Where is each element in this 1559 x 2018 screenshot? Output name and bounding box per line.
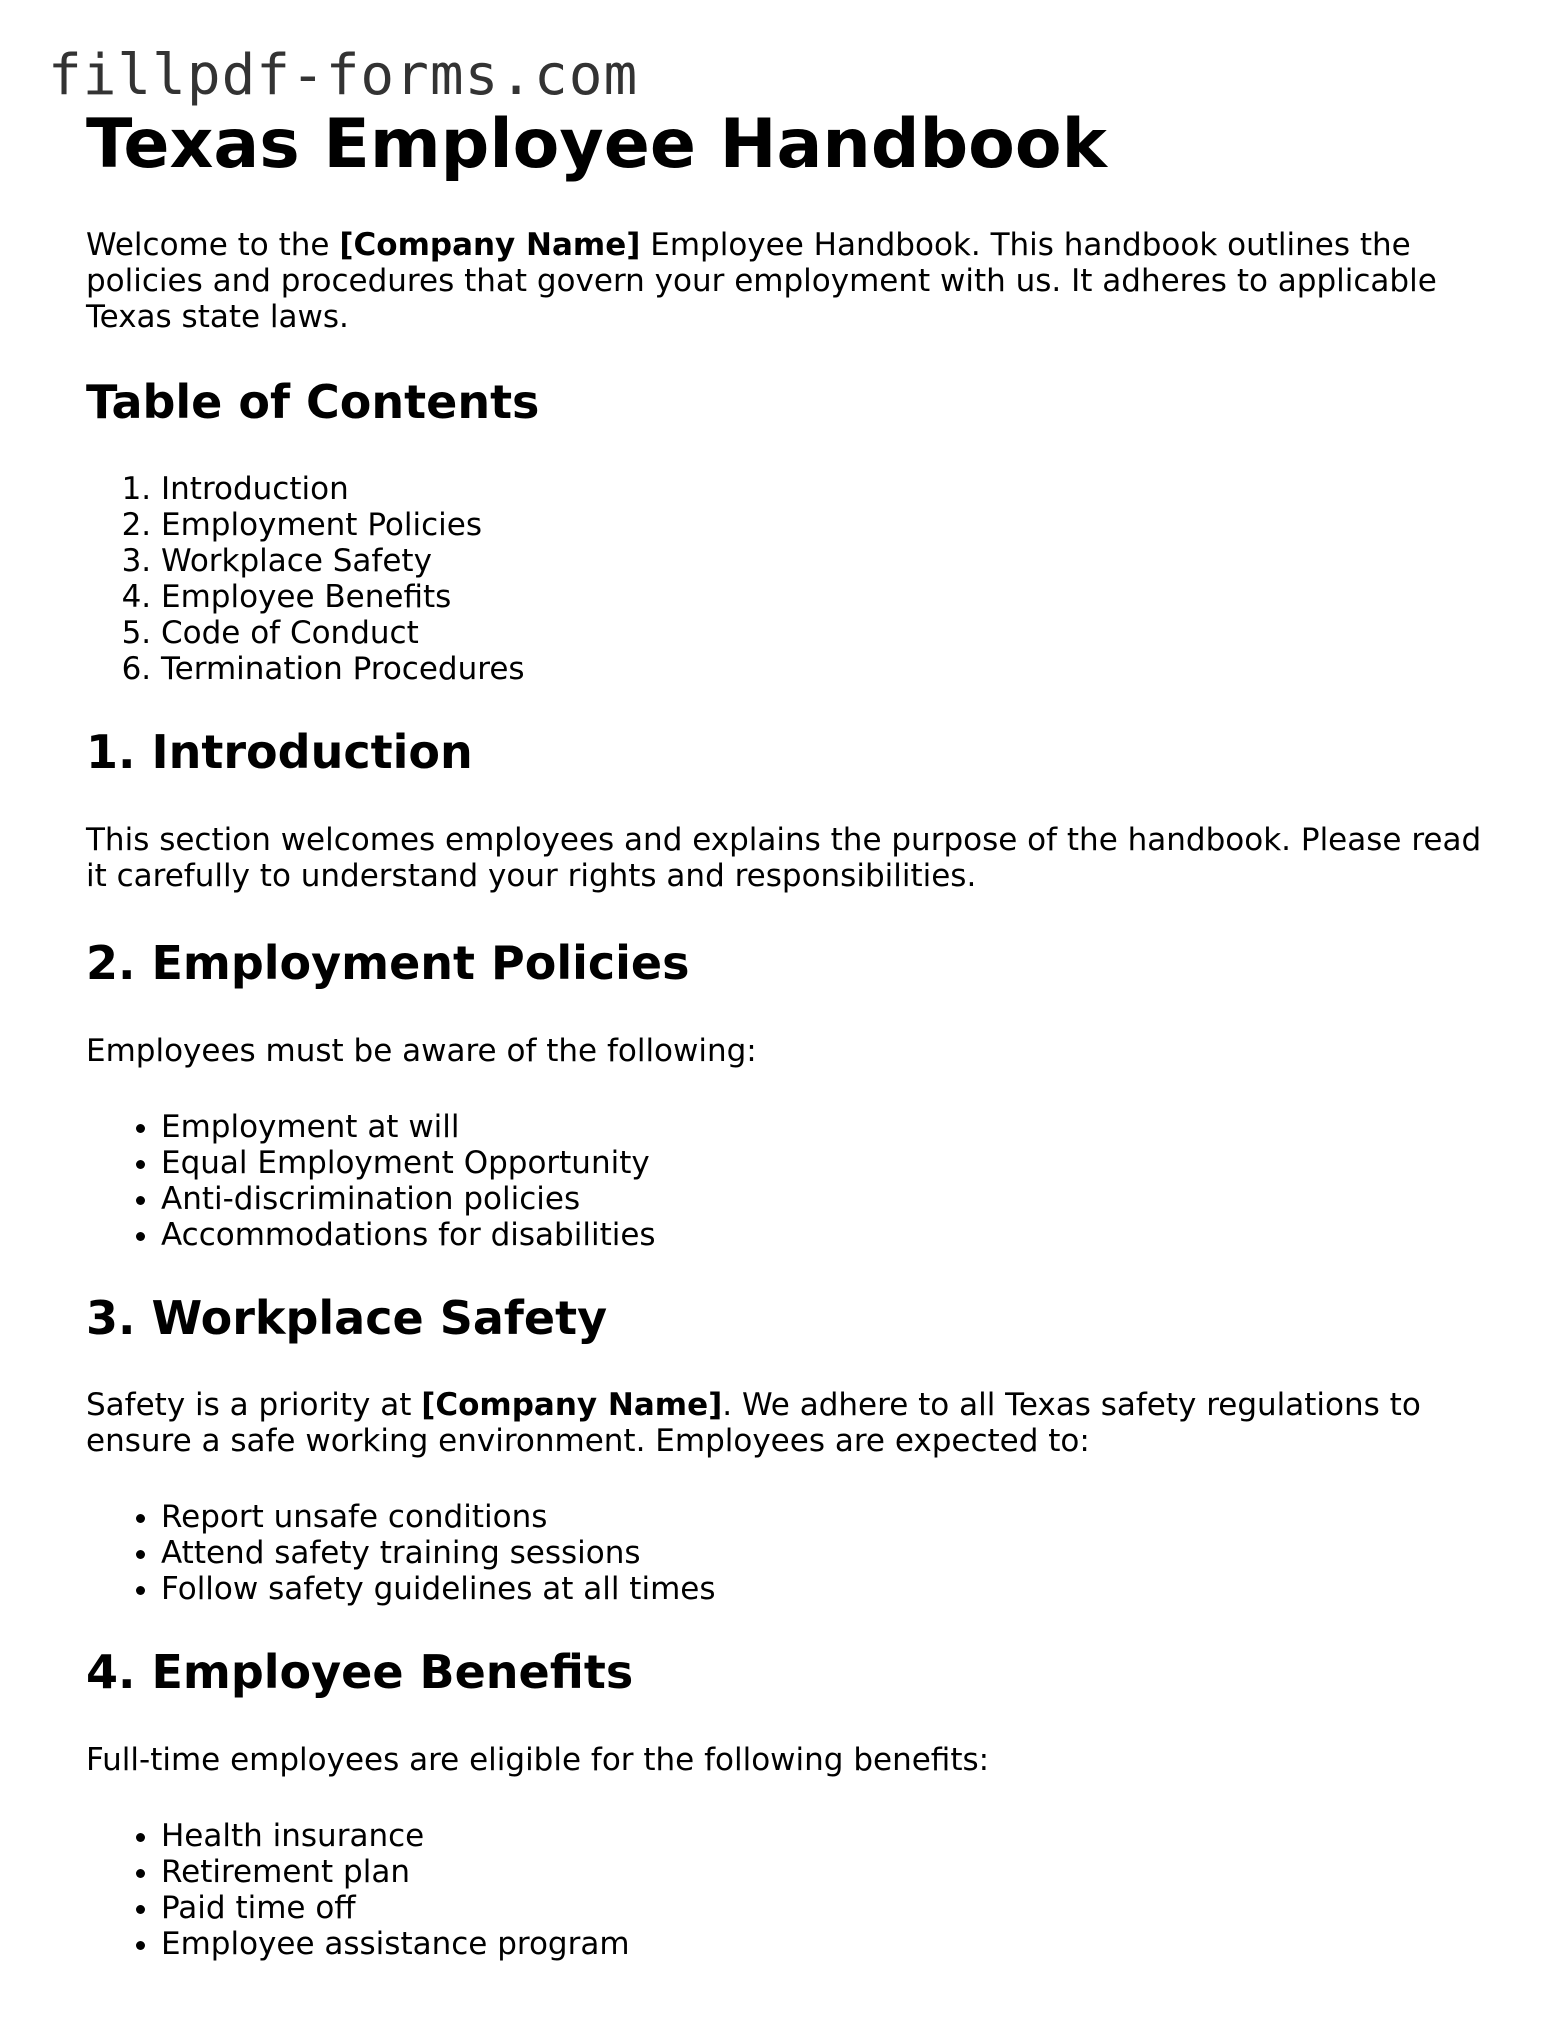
employment-policies-list [86,1109,1486,1253]
toc-heading: Table of Contents [86,374,540,429]
document-page [86,105,1486,2002]
list-item: • Equal Employment Opportunity [161,1145,1486,1181]
list-item: • Anti-discrimination policies [161,1181,1486,1217]
intro-text-after: Employee Handbook. This handbook outlines the policies and procedures that govern your employment with us. It adheres to applicable Texas state laws. [86,226,1437,335]
toc-item: 2. Employment Policies [161,507,1486,543]
safety-text-after: . We adhere to all Texas safety regulations to ensure a safe working environment. Employees are expected to: [86,1387,1421,1460]
toc-item: 4. Employee Benefits [161,579,1486,615]
list-item: • Retirement plan [161,1854,1486,1890]
section-employee-benefits-lead: Full-time employees are eligible for the following benefits: [86,1741,990,1778]
list-item: • Health insurance [161,1818,1486,1854]
section-employment-policies-lead: Employees must be aware of the following: [86,1032,757,1069]
toc-item: 1. Introduction [161,471,1486,507]
intro-paragraph [86,227,1486,335]
workplace-safety-list [86,1499,1486,1607]
toc-item: 6. Termination Procedures [161,651,1486,687]
section-employment-policies-heading: 2. Employment Policies [86,935,690,990]
section-introduction-body: This section welcomes employees and explains the purpose of the handbook. Please read it carefully to understand your rights and responsibilities. [86,821,1482,894]
intro-text-before: Welcome to the [86,226,340,263]
toc-list [86,471,1486,687]
list-item: • Accommodations for disabilities [161,1217,1486,1253]
list-item: • Employment at will [161,1109,1486,1145]
list-item: • Paid time off [161,1890,1486,1926]
section-introduction-heading: 1. Introduction [86,725,473,780]
list-item: • Report unsafe conditions [161,1499,1486,1535]
company-name-placeholder: [Company Name] [339,226,641,263]
toc-item: 3. Workplace Safety [161,543,1486,579]
safety-text-before: Safety is a priority at [86,1387,422,1424]
toc-item: 5. Code of Conduct [161,615,1486,651]
company-name-placeholder: [Company Name] [421,1387,723,1424]
list-item: • Employee assistance program [161,1926,1486,1962]
section-workplace-safety-heading: 3. Workplace Safety [86,1290,608,1345]
page-title: Texas Employee Handbook [86,105,1107,184]
watermark: fillpdf-forms.com [48,43,639,108]
employee-benefits-list [86,1818,1486,1962]
section-workplace-safety-body [86,1387,1486,1459]
section-employee-benefits-heading: 4. Employee Benefits [86,1645,634,1700]
list-item: • Follow safety guidelines at all times [161,1571,1486,1607]
list-item: • Attend safety training sessions [161,1535,1486,1571]
